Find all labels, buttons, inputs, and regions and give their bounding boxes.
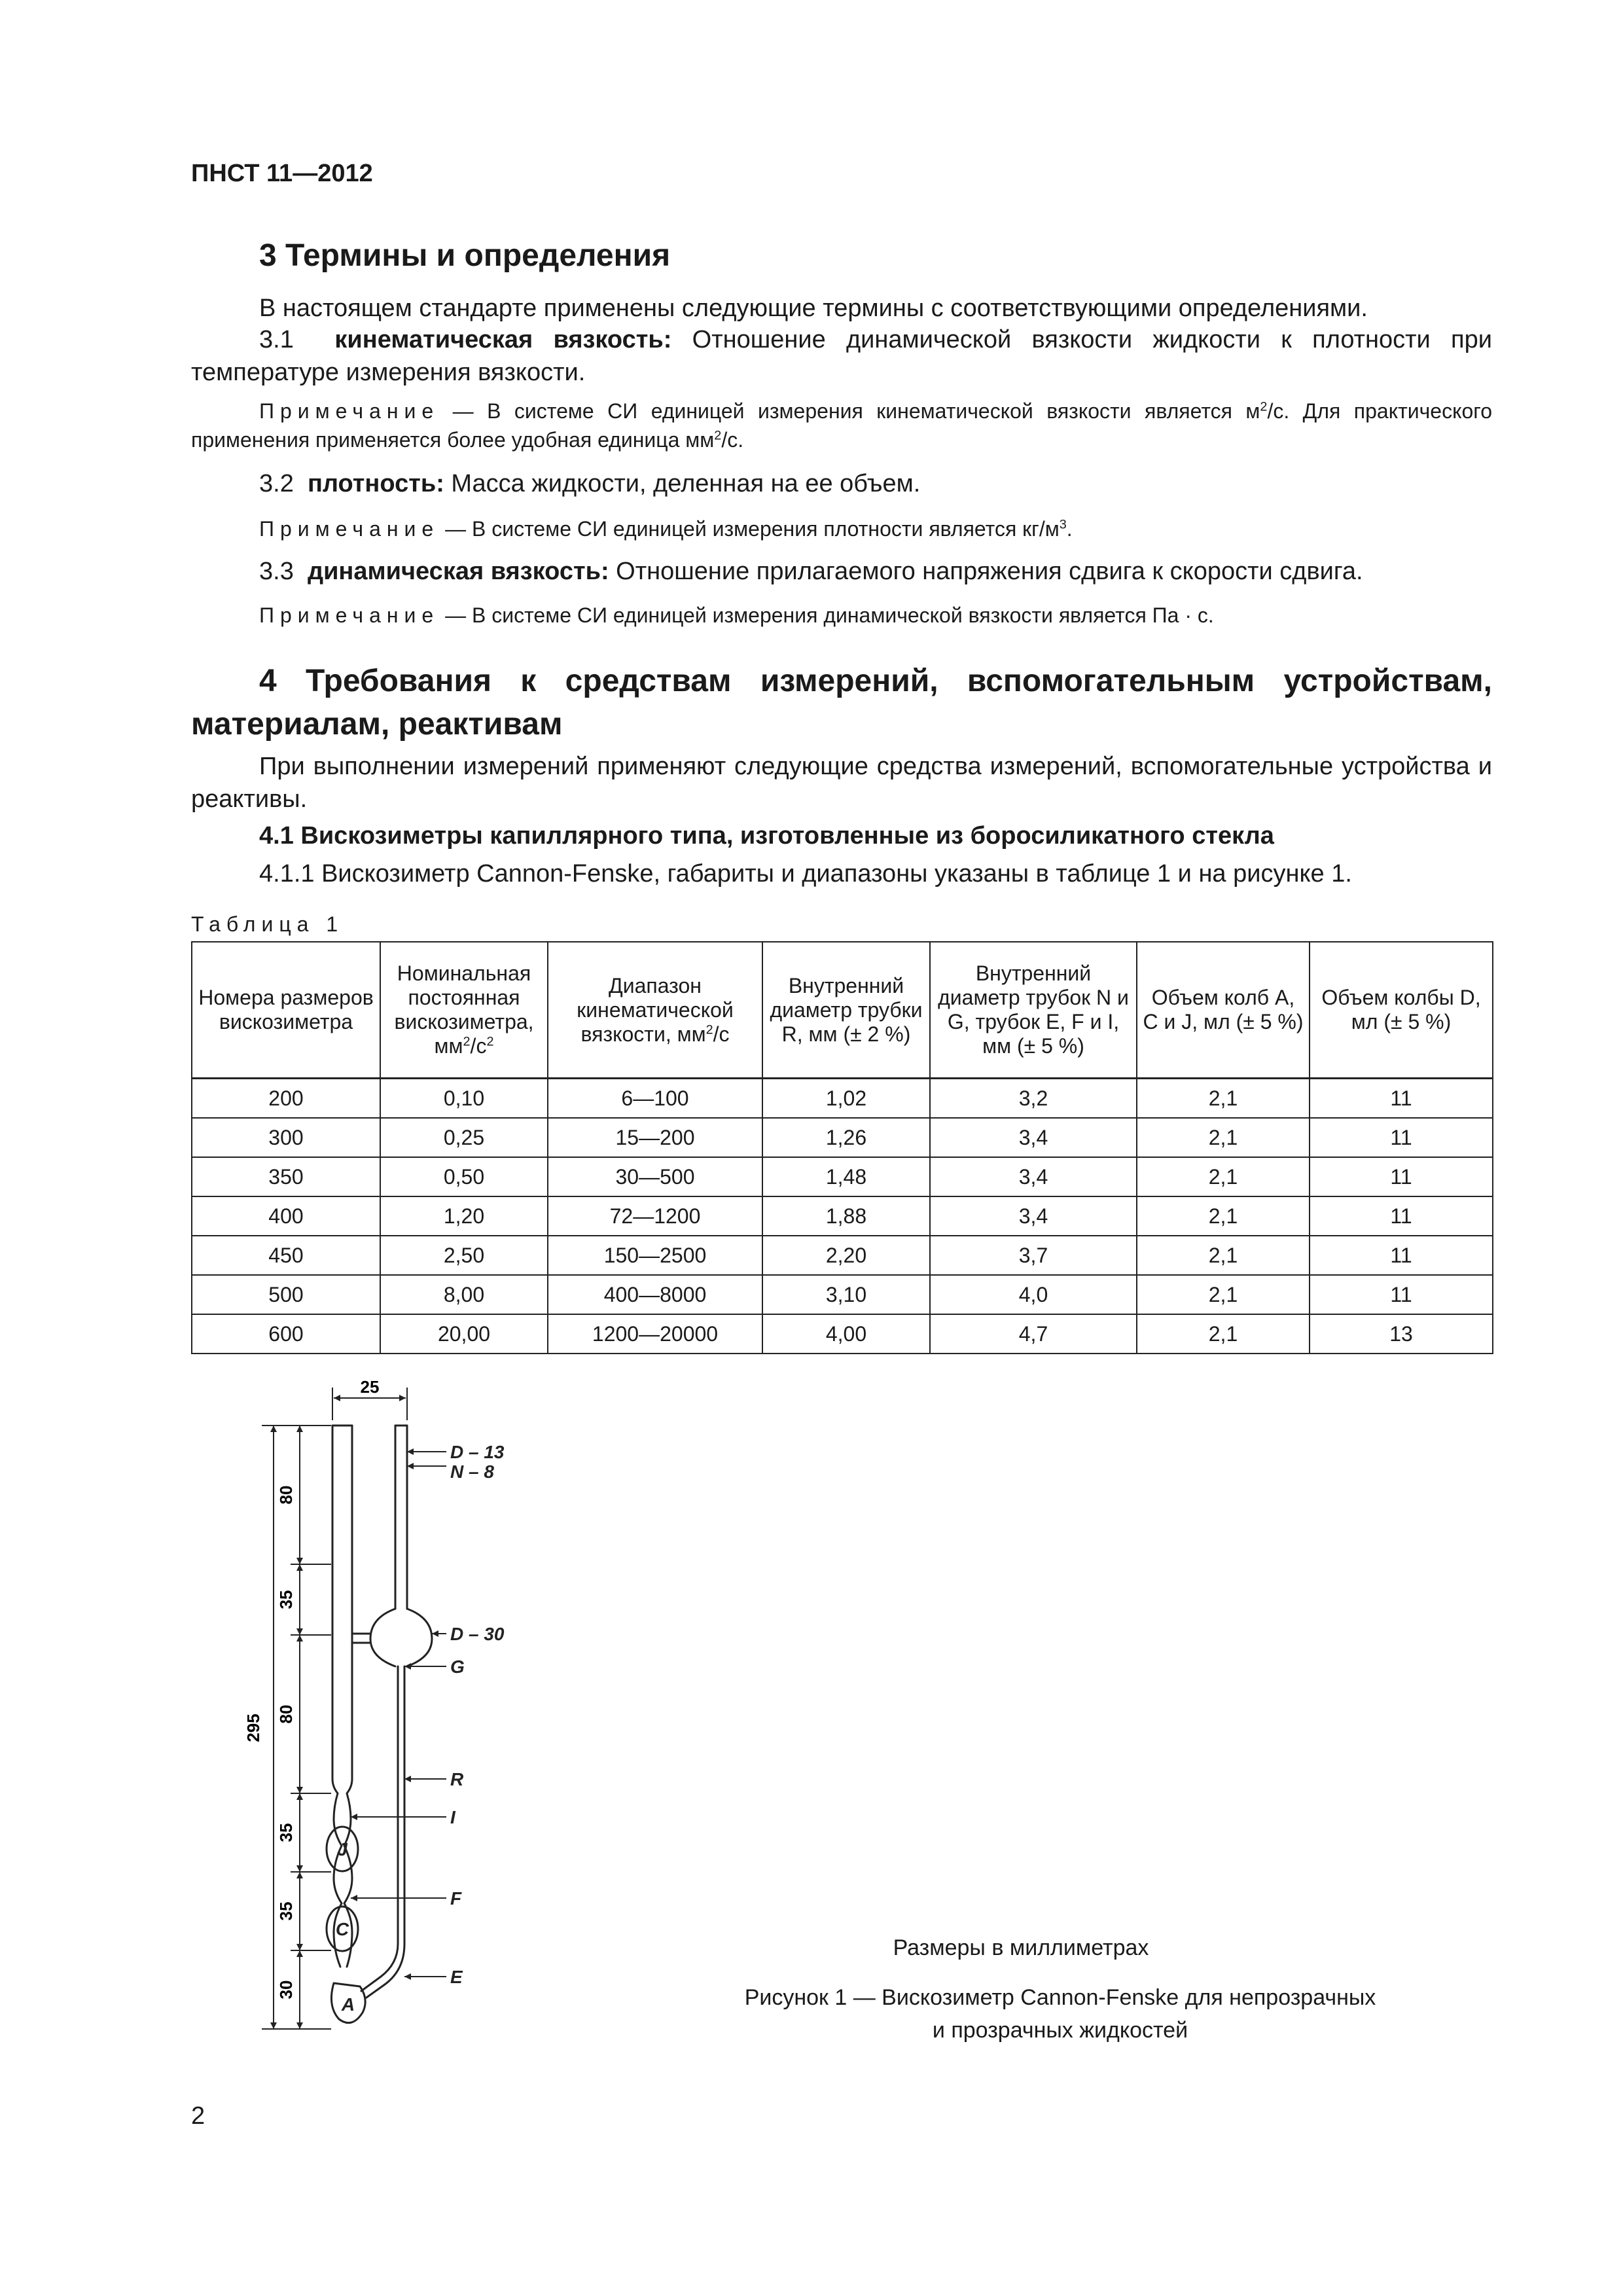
term-number: 3.1: [259, 326, 294, 353]
table-row: [192, 1079, 1493, 1119]
table-cell: 8,00: [380, 1275, 548, 1314]
document-code: ПНСТ 11—2012: [191, 160, 373, 187]
header-size-number: Номера размеров вискозиметра: [192, 942, 380, 1079]
label-d30: D – 30: [450, 1624, 505, 1644]
table-cell: 2,1: [1137, 1275, 1310, 1314]
subsection-4-1-1: 4.1.1 Вискозиметр Cannon-Fenske, габариты и диапазоны указаны в таблице 1 и на рисунке 1.: [259, 860, 1352, 888]
note-label: Примечание: [259, 517, 440, 541]
table-cell: 300: [192, 1118, 380, 1157]
table-row: [192, 1157, 1493, 1196]
table-cell: 400: [192, 1196, 380, 1236]
table-cell: 4,00: [762, 1314, 930, 1354]
dim-segment: 35: [276, 1590, 296, 1609]
table-cell: 600: [192, 1314, 380, 1354]
viscometer-drawing: [236, 1374, 615, 2049]
table-cell: 500: [192, 1275, 380, 1314]
table-cell: 6—100: [548, 1079, 762, 1119]
dim-segment: 35: [276, 1901, 296, 1921]
table-cell: 2,1: [1137, 1314, 1310, 1354]
table-cell: 11: [1310, 1157, 1493, 1196]
section-3-intro: В настоящем стандарте применены следующие термины с соответствующими определениями.: [259, 295, 1368, 322]
table-cell: 3,7: [930, 1236, 1137, 1275]
table-cell: 2,1: [1137, 1118, 1310, 1157]
label-f: F: [450, 1888, 462, 1909]
label-d13: D – 13: [450, 1442, 505, 1462]
dim-segment: 35: [276, 1823, 296, 1842]
page-number: 2: [191, 2102, 205, 2130]
table-cell: 11: [1310, 1275, 1493, 1314]
table-cell: 20,00: [380, 1314, 548, 1354]
header-bulb-d-volume: Объем колбы D, мл (± 5 %): [1310, 942, 1493, 1079]
term-name: плотность:: [307, 470, 444, 497]
table-cell: 3,4: [930, 1157, 1137, 1196]
header-tube-r-diameter: Внутренний диаметр трубки R, мм (± 2 %): [762, 942, 930, 1079]
table-row: [192, 1275, 1493, 1314]
table-cell: 0,25: [380, 1118, 548, 1157]
table-cell: 15—200: [548, 1118, 762, 1157]
label-n8: N – 8: [450, 1462, 494, 1482]
term-definition: Отношение прилагаемого напряжения сдвига к скорости сдвига.: [609, 558, 1363, 585]
table-cell: 200: [192, 1079, 380, 1119]
table-cell: 2,1: [1137, 1196, 1310, 1236]
dim-segment: 30: [276, 1980, 296, 2000]
table-cell: 72—1200: [548, 1196, 762, 1236]
table-cell: 0,50: [380, 1157, 548, 1196]
table-cell: 0,10: [380, 1079, 548, 1119]
term-3-1: [191, 323, 1492, 389]
table-cell: 1,88: [762, 1196, 930, 1236]
table-row: [192, 1236, 1493, 1275]
table-cell: 150—2500: [548, 1236, 762, 1275]
bulb-a-label: A: [341, 1994, 355, 2015]
term-3-2: [259, 467, 920, 500]
bulb-c-label: C: [335, 1919, 349, 1939]
table-cell: 2,50: [380, 1236, 548, 1275]
table-cell: 3,2: [930, 1079, 1137, 1119]
table-cell: 11: [1310, 1196, 1493, 1236]
note-3-2: Примечание — В системе СИ единицей измерения плотности является $кг/м^3$.: [259, 517, 1073, 541]
table-cell: 400—8000: [548, 1275, 762, 1314]
table-cell: 11: [1310, 1079, 1493, 1119]
section-3-title: 3 Термины и определения: [259, 238, 671, 273]
dim-width: 25: [360, 1377, 380, 1397]
label-e: E: [450, 1967, 463, 1987]
dim-segment: 80: [276, 1704, 296, 1724]
term-definition: Отношение динамической вязкости жидкости к плотности при температуре измерения вязкости.: [191, 326, 1492, 386]
label-r: R: [450, 1769, 464, 1789]
table-header-row: [192, 942, 1493, 1079]
subsection-4-1: 4.1 Вискозиметры капиллярного типа, изготовленные из боросиликатного стекла: [259, 822, 1274, 850]
term-name: кинематическая вязкость:: [334, 326, 672, 353]
header-bulbs-volume: Объем колб A, C и J, мл (± 5 %): [1137, 942, 1310, 1079]
table-cell: 3,4: [930, 1118, 1137, 1157]
dim-total: 295: [243, 1713, 263, 1742]
table-cell: 30—500: [548, 1157, 762, 1196]
viscometer-table: [191, 941, 1493, 1354]
term-name: динамическая вязкость:: [307, 558, 609, 585]
units-note: Размеры в миллиметрах: [893, 1935, 1149, 1960]
section-4-title: 4 Требования к средствам измерений, вспомогательным устройствам, материалам, реактивам: [191, 664, 1492, 742]
label-i: I: [450, 1807, 455, 1827]
term-number: 3.2: [259, 470, 294, 497]
table-cell: 1200—20000: [548, 1314, 762, 1354]
table-cell: 4,7: [930, 1314, 1137, 1354]
term-number: 3.3: [259, 558, 294, 585]
table-cell: 1,20: [380, 1196, 548, 1236]
note-label: Примечание: [259, 399, 440, 423]
table-cell: 2,1: [1137, 1236, 1310, 1275]
dim-segment: 80: [276, 1485, 296, 1505]
term-definition: Масса жидкости, деленная на ее объем.: [444, 470, 921, 497]
table-cell: 1,02: [762, 1079, 930, 1119]
table-cell: 350: [192, 1157, 380, 1196]
table-cell: 2,1: [1137, 1079, 1310, 1119]
header-nominal-constant: Номинальная постоянная вискозиметра, $мм^2/с^2$: [380, 942, 548, 1079]
header-tubes-diameter: Внутренний диаметр трубок N и G, трубок E, F и I, мм (± 5 %): [930, 942, 1137, 1079]
label-g: G: [450, 1657, 465, 1677]
table-cell: 11: [1310, 1236, 1493, 1275]
figure-caption-line2: и прозрачных жидкостей: [932, 2018, 1188, 2043]
note-3-3: Примечание — В системе СИ единицей измерения динамической вязкости является Па · с.: [259, 603, 1214, 627]
note-label: Примечание: [259, 603, 440, 627]
header-viscosity-range: Диапазон кинематической вязкости, $мм^2/с$: [548, 942, 762, 1079]
table-cell: 1,26: [762, 1118, 930, 1157]
bulb-j-label: J: [337, 1839, 348, 1859]
table-cell: 2,20: [762, 1236, 930, 1275]
table-cell: 2,1: [1137, 1157, 1310, 1196]
table-caption: Таблица 1: [191, 912, 344, 936]
table-cell: 450: [192, 1236, 380, 1275]
table-cell: 13: [1310, 1314, 1493, 1354]
table-row: [192, 1118, 1493, 1157]
table-cell: 1,48: [762, 1157, 930, 1196]
table-cell: 4,0: [930, 1275, 1137, 1314]
note-3-1: Примечание — В системе СИ единицей измерения кинематической вязкости является $м^2/с$. Для практического применения применяется более удобная единица $мм^2/с$.: [191, 399, 1493, 452]
table-cell: 3,4: [930, 1196, 1137, 1236]
figure-caption-line1: Рисунок 1 — Вискозиметр Cannon-Fenske для непрозрачных: [744, 1985, 1376, 2010]
table-cell: 11: [1310, 1118, 1493, 1157]
table-cell: 3,10: [762, 1275, 930, 1314]
table-row: [192, 1196, 1493, 1236]
section-4-intro: При выполнении измерений применяют следующие средства измерений, вспомогательные устройства и реактивы.: [191, 753, 1492, 813]
table-row: [192, 1314, 1493, 1354]
term-3-3: [259, 555, 1363, 588]
